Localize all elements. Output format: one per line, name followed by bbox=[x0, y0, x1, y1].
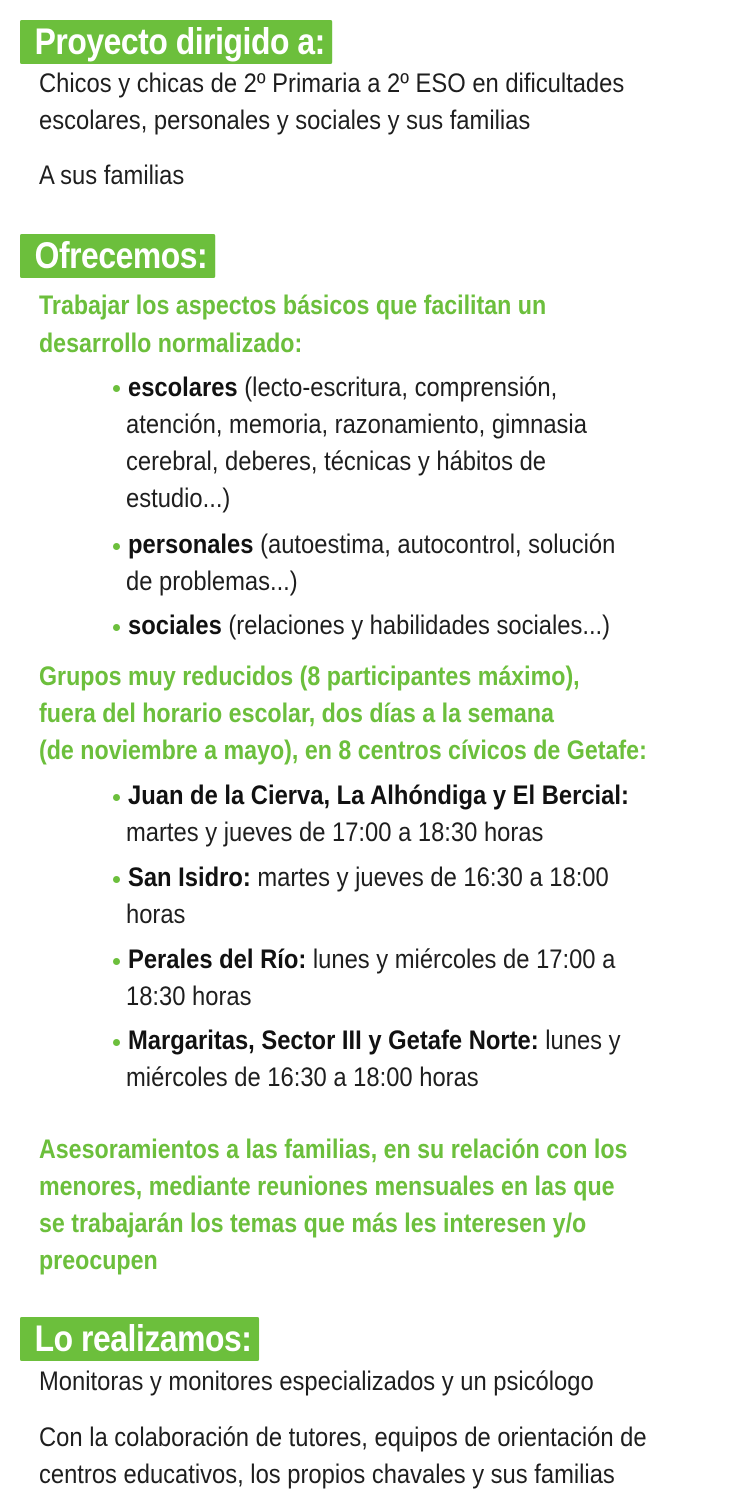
bullet-icon bbox=[113, 385, 120, 392]
groups-line-2: fuera del horario escolar, dos días a la semana bbox=[39, 698, 554, 728]
heading-ofrecemos: Ofrecemos: bbox=[20, 234, 215, 278]
center-juan-de-la-cierva: Juan de la Cierva, La Alhóndiga y El Bercial: bbox=[128, 780, 629, 810]
heading-proyecto: Proyecto dirigido a: bbox=[20, 20, 333, 64]
center-san-isidro: San Isidro: martes y jueves de 16:30 a 18:00 bbox=[128, 862, 609, 892]
advice-line-3: se trabajarán los temas que más les interesen y/o bbox=[39, 1208, 587, 1238]
area-personales: personales (autoestima, autocontrol, solución bbox=[128, 529, 616, 559]
groups-line-3: (de noviembre a mayo), en 8 centros cívicos de Getafe: bbox=[39, 735, 647, 765]
center-line: horas bbox=[126, 899, 186, 929]
center-line: miércoles de 16:30 a 18:00 horas bbox=[126, 1062, 479, 1092]
area-escolares-line: cerebral, deberes, técnicas y hábitos de bbox=[126, 446, 547, 476]
bullet-icon bbox=[113, 624, 120, 631]
area-escolares-line: atención, memoria, razonamiento, gimnasia bbox=[126, 409, 587, 439]
advice-line-1: Asesoramientos a las familias, en su relación con los bbox=[39, 1134, 628, 1164]
center-perales-del-rio: Perales del Río: lunes y miércoles de 17:00 a bbox=[128, 944, 616, 974]
center-line: 18:30 horas bbox=[126, 981, 252, 1011]
collab-line-2: centros educativos, los propios chavales y sus familias bbox=[39, 1459, 615, 1489]
bullet-icon bbox=[113, 543, 120, 550]
area-sociales: sociales (relaciones y habilidades sociales...) bbox=[128, 610, 611, 640]
intro-line-1: Trabajar los aspectos básicos que facilitan un bbox=[39, 290, 547, 320]
bullet-icon bbox=[113, 876, 120, 883]
target-line-1: Chicos y chicas de 2º Primaria a 2º ESO en dificultades bbox=[39, 68, 625, 98]
advice-line-4: preocupen bbox=[39, 1245, 158, 1275]
bullet-icon bbox=[113, 794, 120, 801]
target-line-2: escolares, personales y sociales y sus familias bbox=[39, 105, 531, 135]
advice-line-2: menores, mediante reuniones mensuales en las que bbox=[39, 1171, 615, 1201]
intro-line-2: desarrollo normalizado: bbox=[39, 328, 303, 358]
heading-lo-realizamos: Lo realizamos: bbox=[20, 1317, 259, 1361]
bullet-icon bbox=[113, 1039, 120, 1046]
target-line-3: A sus familias bbox=[39, 160, 185, 190]
center-margaritas: Margaritas, Sector III y Getafe Norte: lunes y bbox=[128, 1025, 621, 1055]
bullet-icon bbox=[113, 958, 120, 965]
center-line: martes y jueves de 17:00 a 18:30 horas bbox=[126, 817, 544, 847]
groups-line-1: Grupos muy reducidos (8 participantes máximo), bbox=[39, 661, 580, 691]
collab-line-1: Con la colaboración de tutores, equipos de orientación de bbox=[39, 1422, 647, 1452]
area-escolares-line: estudio...) bbox=[126, 483, 231, 513]
area-escolares: escolares (lecto-escritura, comprensión, bbox=[128, 372, 558, 402]
area-personales-line: de problemas...) bbox=[126, 566, 298, 596]
staff-line: Monitoras y monitores especializados y un psicólogo bbox=[39, 1366, 594, 1396]
